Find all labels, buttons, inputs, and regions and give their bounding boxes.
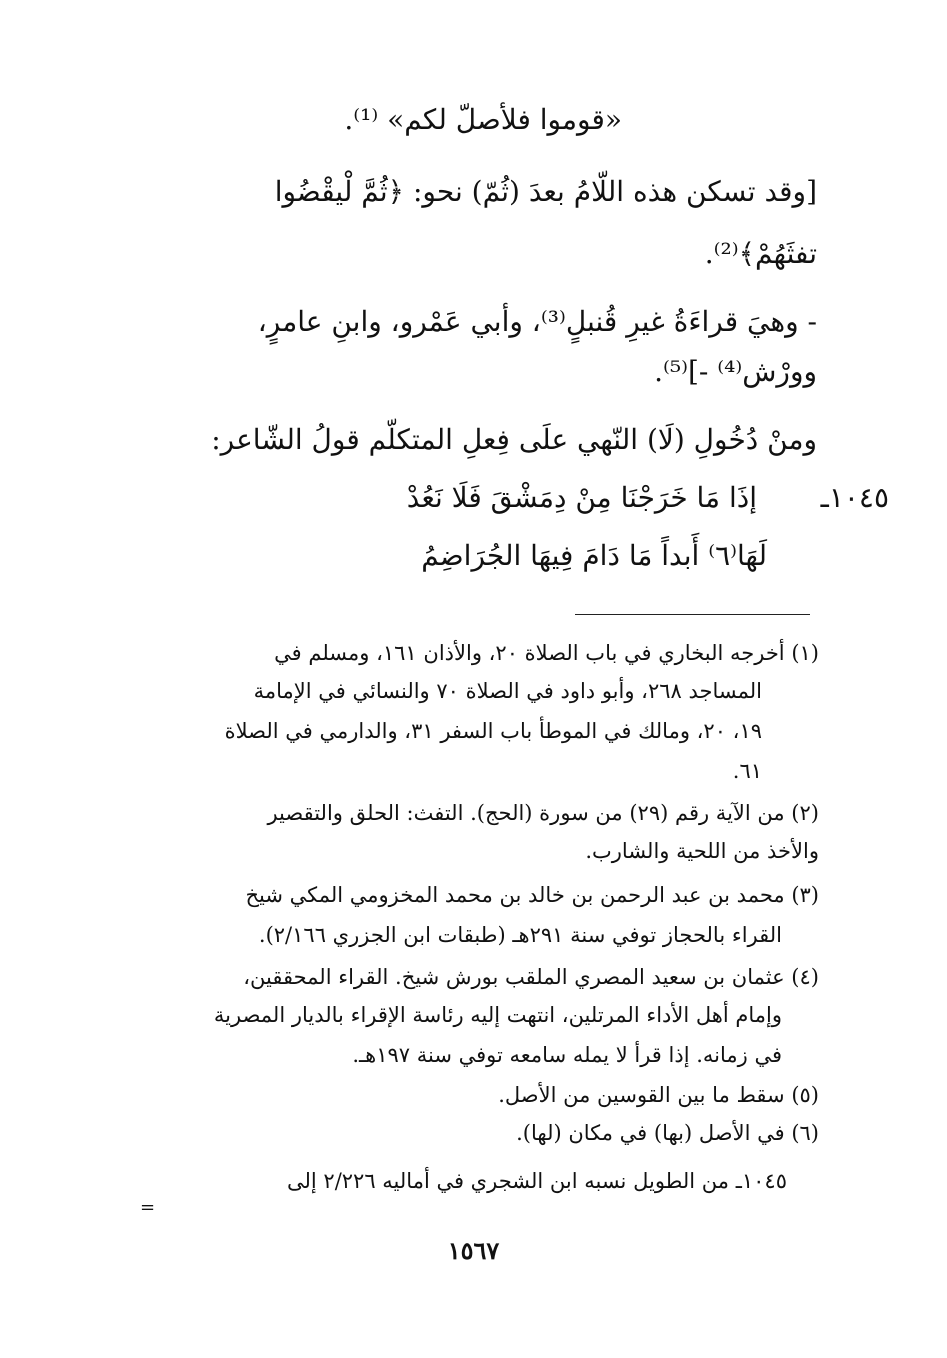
footnote-line-1: (١) أخرجه البخاري في باب الصلاة ٢٠، والأذان ١٦١، ومسلم في [274,641,819,665]
footnote-line-6: والأخذ من اللحية والشارب. [585,839,819,863]
verse-hemistich-2: لَهَا⁽٦⁾ أَبداً مَا دَامَ فِيهَا الجُرَاضِمُ [421,539,767,572]
footnote-line-7: (٣) محمد بن عبد الرحمن بن خالد بن محمد المخزومي المكي شيخ [245,883,819,907]
footnote-line-2: المساجد ٢٦٨، وأبو داود في الصلاة ٧٠ والنسائي في الإمامة [253,679,762,703]
main-line-6: ومنْ دُخُولِ (لَا) النّهي علَى فِعلِ المتكلّم قولُ الشّاعر: [211,423,817,456]
footnote-line-13: (٦) في الأصل (بها) في مكان (لها). [516,1121,819,1145]
footnote-separator [575,614,810,615]
footnote-line-11: في زمانه. إذا قرأ لا يمله سامعه توفي سنة ١٩٧هـ. [352,1043,782,1067]
footnote-line-8: القراء بالحجاز توفي سنة ٢٩١هـ (طبقات ابن الجزري ٢/١٦٦). [258,923,782,947]
footnote-line-14: ١٠٤٥ـ من الطويل نسبه ابن الشجري في أماليه ٢/٢٢٦ إلى [287,1169,787,1193]
footnote-line-3: ١٩، ٢٠، ومالك في الموطأ باب السفر ٣١، والدارمي في الصلاة [224,719,762,743]
footnote-line-12: (٥) سقط ما بين القوسين من الأصل. [498,1083,819,1107]
main-line-4: - وهيَ قراءَةُ غيرِ قُنبلٍ⁽³⁾، وأبي عَمْرو، وابنِ عامرٍ، [257,305,817,338]
main-line-1: «قوموا فلأصلّ لكم» ⁽¹⁾. [344,103,622,136]
continuation-mark: = [140,1197,156,1218]
page-number: ١٥٦٧ [447,1236,500,1265]
verse-hemistich-1: إذَا مَا خَرَجْنَا مِنْ دِمَشْقَ فَلَا نَعُدْ [406,481,757,514]
verse-number: ١٠٤٥ـ [820,481,889,514]
main-line-2: [وقد تسكن هذه اللّامُ بعدَ (ثُمّ) نحو: ﴿ثُمَّ لْيقْضُوا [274,175,817,208]
footnote-line-10: وإمام أهل الأداء المرتلين، انتهت إليه رئاسة الإقراء بالديار المصرية [213,1003,782,1027]
footnote-line-9: (٤) عثمان بن سعيد المصري الملقب بورش شيخ. القراء المحققين، [243,965,819,989]
footnote-line-4: ٦١. [732,759,762,783]
main-line-5: وورْش⁽⁴⁾ -]⁽⁵⁾. [654,355,817,388]
main-line-3: تفثَهُمْ﴾⁽²⁾. [704,237,817,270]
footnote-line-5: (٢) من الآية رقم (٢٩) من سورة (الحج). التفث: الحلق والتقصير [267,801,819,825]
